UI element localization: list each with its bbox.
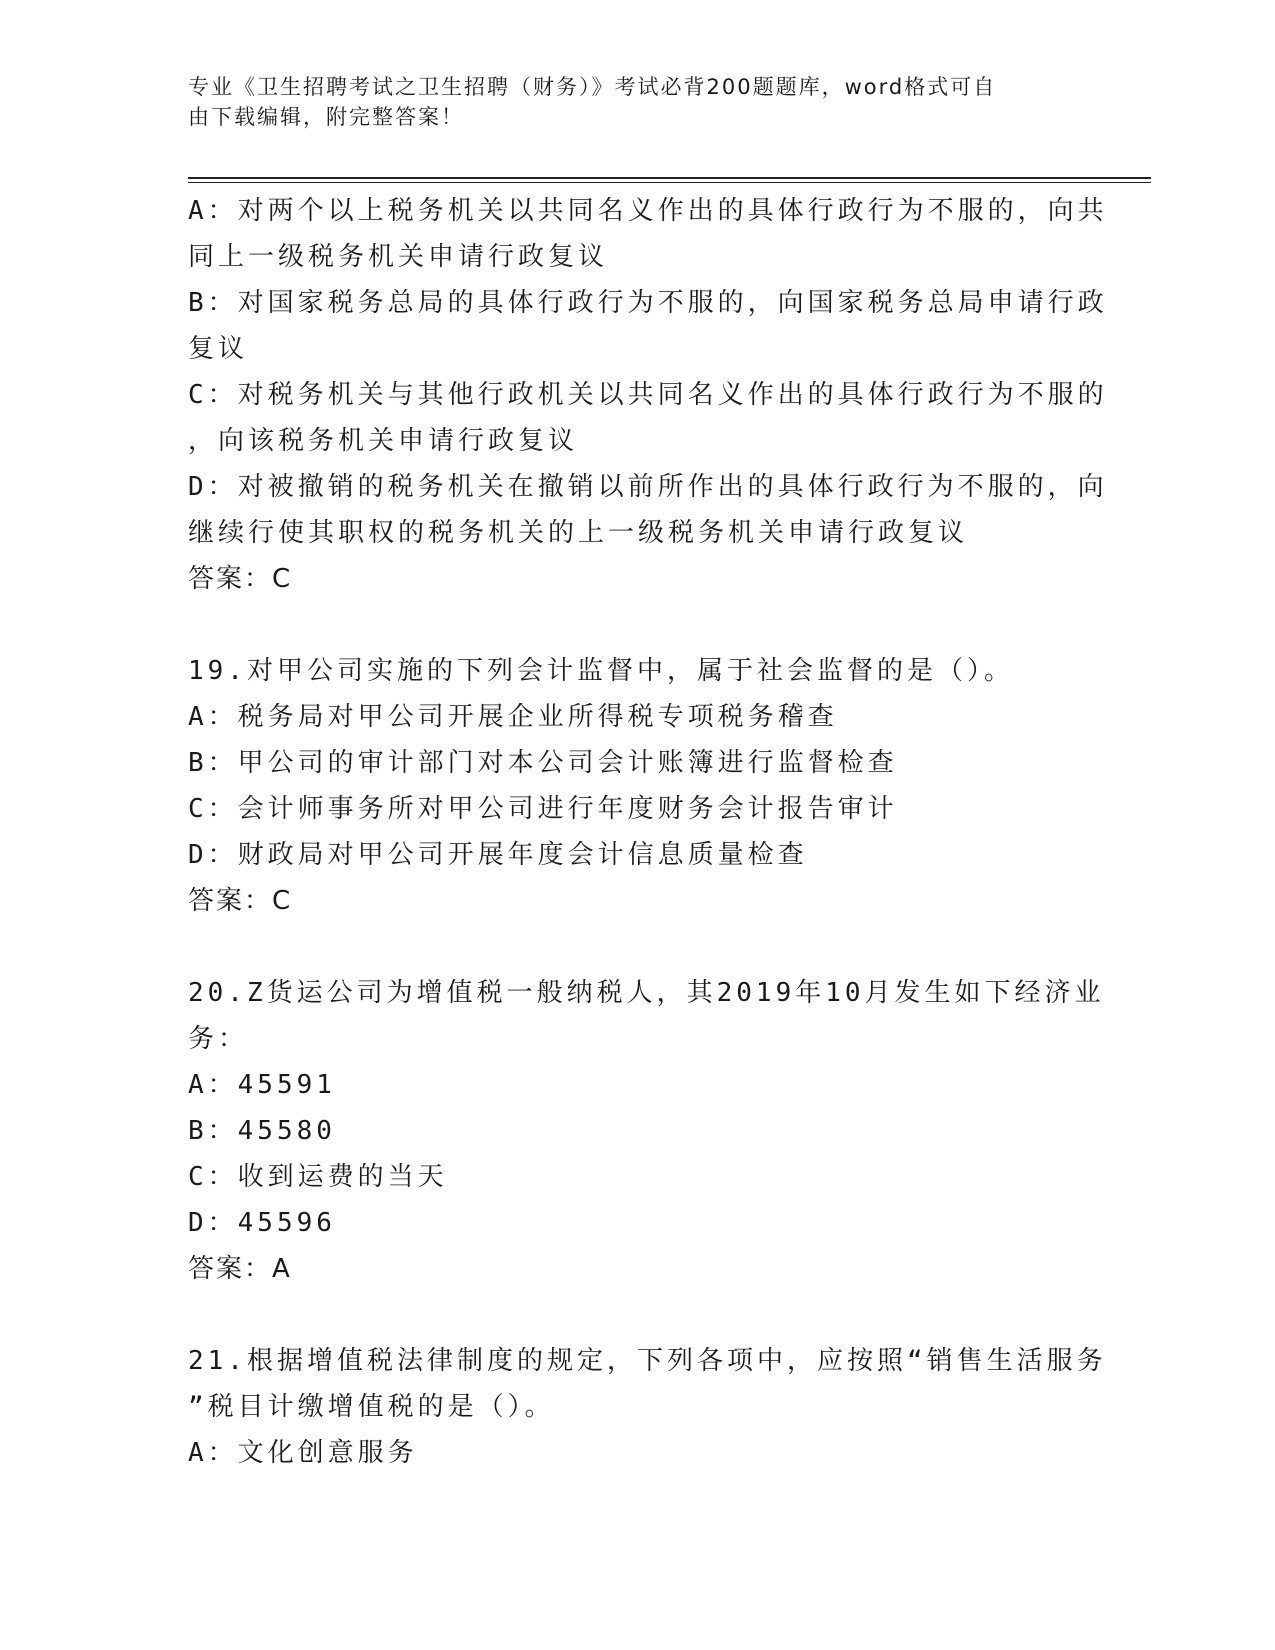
question-list xyxy=(188,188,1108,1476)
option-c-line-2: ，向该税务机关申请行政复议 xyxy=(188,426,579,456)
option-d: D：45596 xyxy=(188,1208,336,1238)
question-stem: 19.对甲公司实施的下列会计监督中，属于社会监督的是（）。 xyxy=(188,656,1014,686)
option-a: A：税务局对甲公司开展企业所得税专项税务稽查 xyxy=(188,702,838,732)
option-a: A：文化创意服务 xyxy=(188,1438,418,1468)
option-c: C：收到运费的当天 xyxy=(188,1162,448,1192)
option-d-line-2: 继续行使其职权的税务机关的上一级税务机关申请行政复议 xyxy=(188,518,969,548)
answer: 答案：C xyxy=(188,564,293,594)
question-stem-line-1: 20.Z货运公司为增值税一般纳税人，其2019年10月发生如下经济业 xyxy=(188,978,1105,1008)
header-divider-thin xyxy=(188,182,1151,183)
question-18-options xyxy=(188,188,1108,602)
option-b: B：甲公司的审计部门对本公司会计账簿进行监督检查 xyxy=(188,748,898,778)
answer: 答案：A xyxy=(188,1254,292,1284)
option-a-line-1: A：对两个以上税务机关以共同名义作出的具体行政行为不服的，向共 xyxy=(188,196,1108,226)
question-stem-line-2: ”税目计缴增值税的是（）。 xyxy=(188,1392,555,1422)
option-c-line-1: C：对税务机关与其他行政机关以共同名义作出的具体行政行为不服的 xyxy=(188,380,1108,410)
question-21 xyxy=(188,1338,1107,1476)
header-line-2: 由下载编辑，附完整答案！ xyxy=(188,105,464,129)
option-c: C：会计师事务所对甲公司进行年度财务会计报告审计 xyxy=(188,794,898,824)
option-a: A：45591 xyxy=(188,1070,336,1100)
question-20 xyxy=(188,970,1105,1292)
header-line-1: 专业《卫生招聘考试之卫生招聘（财务）》考试必背200题题库，word格式可自 xyxy=(188,75,997,99)
question-stem-line-2: 务： xyxy=(188,1024,249,1054)
option-b: B：45580 xyxy=(188,1116,336,1146)
spacer xyxy=(188,602,1088,648)
option-a-line-2: 同上一级税务机关申请行政复议 xyxy=(188,242,609,272)
spacer xyxy=(188,1292,1088,1338)
spacer xyxy=(188,924,1088,970)
document-header xyxy=(188,72,1068,132)
header-divider-thick xyxy=(188,177,1151,179)
option-b-line-1: B：对国家税务总局的具体行政行为不服的，向国家税务总局申请行政 xyxy=(188,288,1108,318)
question-stem-line-1: 21.根据增值税法律制度的规定，下列各项中，应按照“销售生活服务 xyxy=(188,1346,1107,1376)
option-d-line-1: D：对被撤销的税务机关在撤销以前所作出的具体行政行为不服的，向 xyxy=(188,472,1108,502)
option-d: D：财政局对甲公司开展年度会计信息质量检查 xyxy=(188,840,808,870)
option-b-line-2: 复议 xyxy=(188,334,249,364)
answer: 答案：C xyxy=(188,886,293,916)
question-19 xyxy=(188,648,1088,924)
